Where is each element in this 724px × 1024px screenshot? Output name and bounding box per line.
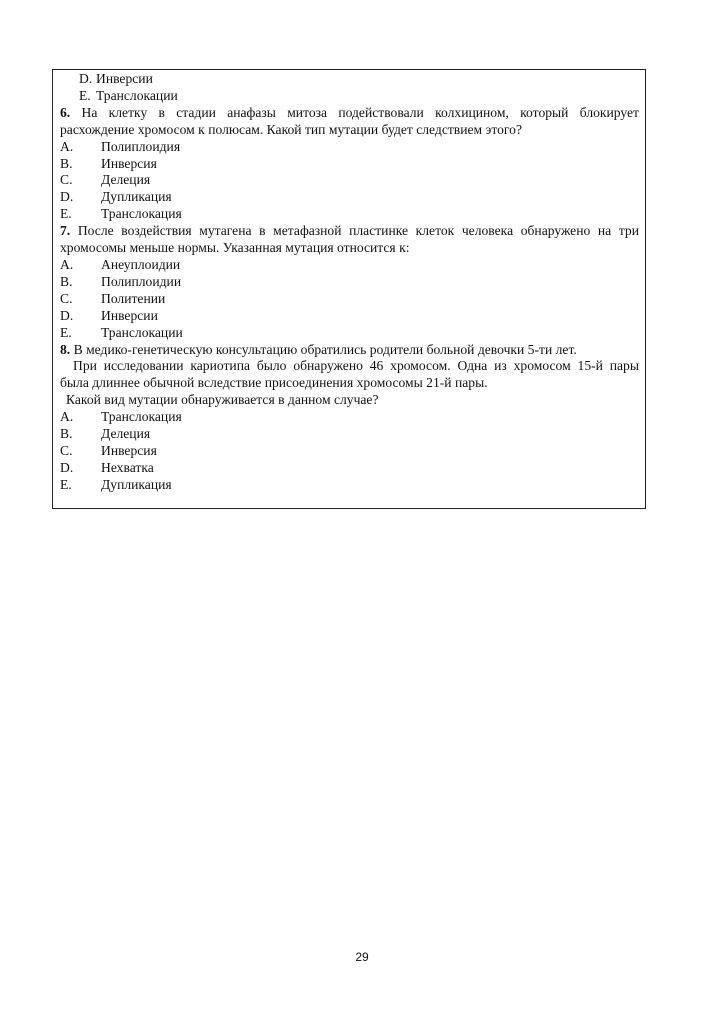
q6-option-b [60, 156, 639, 173]
option-e-prev [60, 88, 639, 105]
q7-option-c [60, 291, 639, 308]
q6-option-d [60, 189, 639, 206]
option-letter: B. [60, 426, 73, 442]
q8-text-line3: была длиннее обычной вследствие присоединения хромосомы 21-й пары. [60, 375, 488, 391]
q7-option-d [60, 308, 639, 325]
q7-option-e [60, 325, 639, 342]
q6-text-line1 [60, 105, 639, 122]
option-letter: B. [60, 155, 73, 171]
question-box [52, 69, 646, 509]
option-letter: E. [60, 476, 72, 492]
option-letter: D. [60, 189, 74, 205]
q8-option-e [60, 477, 639, 494]
q8-option-a [60, 409, 639, 426]
q6-option-e [60, 206, 639, 223]
option-text: Политении [101, 290, 166, 306]
q8-line1: В медико-генетическую консультацию обратились родители больной девочки 5-ти лет. [73, 341, 577, 357]
q7-number: 7. [60, 223, 71, 239]
option-letter: A. [60, 256, 74, 272]
q6-line1: На клетку в стадии анафазы митоза подействовали колхицином, который блокирует [81, 104, 639, 120]
q7-line1: После воздействия мутагена в метафазной пластинке клеток человека обнаружено на три [77, 223, 639, 239]
option-letter: B. [60, 273, 73, 289]
option-text: Полиплоидия [101, 138, 181, 154]
option-text: Дупликация [101, 189, 172, 205]
option-letter: C. [60, 290, 73, 306]
option-letter: E. [60, 206, 72, 222]
option-text: Транслокации [101, 324, 183, 340]
option-text: Инверсии [101, 307, 158, 323]
option-letter: E. [60, 324, 72, 340]
page-number: 29 [355, 950, 369, 964]
option-text: Транслокация [101, 409, 182, 425]
option-text: Делеция [101, 426, 151, 442]
q7-option-a [60, 257, 639, 274]
q8-text-line1 [60, 342, 639, 359]
option-letter: D. [79, 71, 93, 86]
q6-number: 6. [60, 104, 71, 120]
option-text: Анеуплоидии [101, 256, 181, 272]
option-text: Транслокация [101, 206, 182, 222]
q8-option-d [60, 460, 639, 477]
q8-text-line2: При исследовании кариотипа было обнаружено 46 хромосом. Одна из хромосом 15-й пары [73, 358, 639, 374]
option-letter: D. [60, 307, 74, 323]
option-text: Инверсии [96, 71, 153, 86]
q8-text-line4: Какой вид мутации обнаруживается в данном случае? [66, 392, 379, 408]
option-text: Делеция [101, 172, 151, 188]
option-text: Нехватка [101, 459, 154, 475]
q7-text-line2: хромосомы меньше нормы. Указанная мутация относится к: [60, 240, 410, 256]
q8-number: 8. [60, 341, 71, 357]
option-letter: C. [60, 172, 73, 188]
option-text: Полиплоидии [101, 273, 182, 289]
option-letter: D. [60, 459, 74, 475]
option-letter: C. [60, 442, 73, 458]
q7-text-line1 [60, 223, 639, 240]
option-text: Дупликация [101, 476, 172, 492]
q8-option-b [60, 426, 639, 443]
option-text: Транслокации [96, 87, 178, 103]
q7-option-b [60, 274, 639, 291]
q8-option-c [60, 443, 639, 460]
option-letter: A. [60, 138, 74, 154]
option-letter: E. [79, 87, 91, 103]
q6-option-a [60, 139, 639, 156]
option-letter: A. [60, 409, 74, 425]
option-text: Инверсия [101, 155, 157, 171]
q6-text-line2: расхождение хромосом к полюсам. Какой тип мутации будет следствием этого? [60, 121, 522, 137]
q6-option-c [60, 172, 639, 189]
option-d-prev [60, 71, 639, 88]
option-text: Инверсия [101, 442, 157, 458]
